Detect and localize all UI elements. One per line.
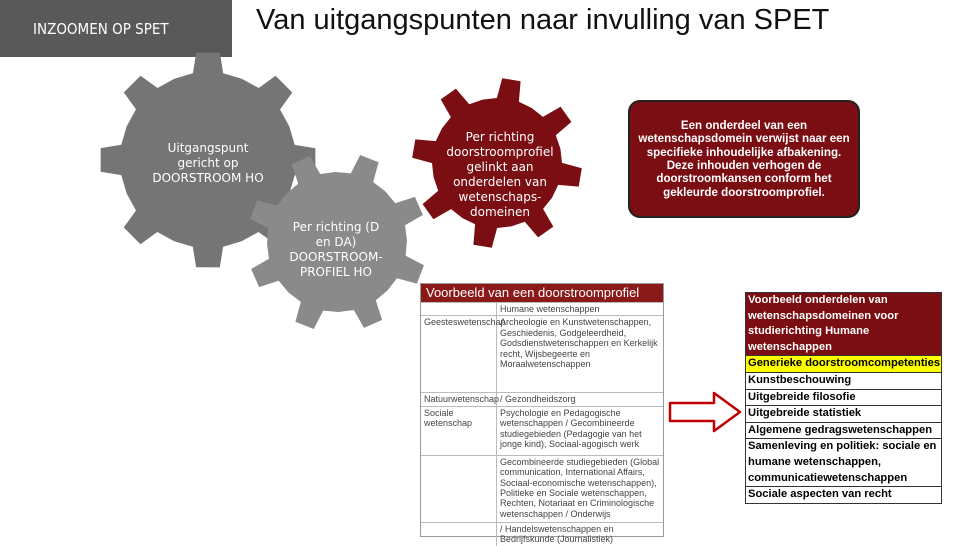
list-item: Generieke doorstroomcompetenties <box>746 356 941 373</box>
list-item: Samenleving en politiek: sociale en humane wetenschappen, communicatiewetenschappen <box>746 439 941 487</box>
list-item: Uitgebreide statistiek <box>746 406 941 423</box>
profile-content: Psychologie en Pedagogische wetenschappen / Gecombineerde studiegebieden (Pedagogie van het jonge kind), Sociaal-agogisch werk <box>500 407 642 450</box>
profile-domain: Sociale wetenschap <box>421 407 497 455</box>
list-item: Algemene gedragswetenschappen <box>746 423 941 440</box>
list-item: Kunstbeschouwing <box>746 373 941 390</box>
profile-row <box>421 392 663 405</box>
gear-label-doorstroomprofiel: Per richting (D en DA) DOORSTROOM-PROFIEL HO <box>289 220 383 279</box>
definition-callout <box>628 100 860 218</box>
profile-content: / Handelswetenschappen en Bedrijfskunde (Journalistiek) <box>500 523 614 545</box>
profile-content: Gecombineerde studiegebieden (Global communication, International Affairs, Sociaal-economische wetenschappen), Politieke en Sociale wetenschappen, Rechten, Notariaat en Criminologische wetenschappen / Onderwijs <box>500 456 660 519</box>
profile-domain <box>421 303 497 315</box>
profile-row <box>421 406 663 455</box>
list-item: Sociale aspecten van recht <box>748 488 892 501</box>
callout-text: Een onderdeel van een wetenschapsdomein verwijst naar een specifieke inhoudelijke afbakening. Deze inhouden verhogen de doorstroomkansen conform het gekleurde doorstroomprofiel. <box>638 119 850 199</box>
list-item: Uitgebreide filosofie <box>746 390 941 407</box>
profile-domain <box>421 456 497 522</box>
doorstroomprofiel-example <box>420 283 664 545</box>
profile-content: Archeologie en Kunstwetenschappen, Geschiedenis, Godgeleerdheid, Godsdienstwetenschappen en Kerkelijk recht, Wijsbegeerte en Moraalwetenschappen <box>500 317 658 370</box>
profile-row <box>421 455 663 522</box>
profile-row <box>421 315 663 392</box>
profile-content: Humane wetenschappen <box>500 304 600 314</box>
list-item: Voorbeeld onderdelen van wetenschapsdomeinen voor studierichting Humane wetenschappen <box>746 293 941 356</box>
profile-domain <box>421 523 497 546</box>
section-tag: INZOOMEN OP SPET <box>0 0 232 57</box>
profile-domain: Geesteswetenschap <box>421 316 497 392</box>
slide-title: Van uitgangspunten naar invulling van SPET <box>256 4 830 36</box>
profile-content: / Gezondheidszorg <box>500 394 576 405</box>
example-subject-list <box>745 292 942 504</box>
profile-row <box>421 302 663 315</box>
profile-row <box>421 522 663 546</box>
gear-label-uitgangspunt: Uitgangspunt gericht op DOORSTROOM HO <box>152 141 264 185</box>
profile-domain: Natuurwetenschap <box>421 393 497 405</box>
profile-heading: Voorbeeld van een doorstroomprofiel <box>421 284 663 302</box>
arrow-right-icon <box>668 390 744 434</box>
gear-label-wetenschapsdomeinen: Per richting doorstroomprofiel gelinkt aan onderdelen van wetenschaps-domeinen <box>446 130 554 219</box>
